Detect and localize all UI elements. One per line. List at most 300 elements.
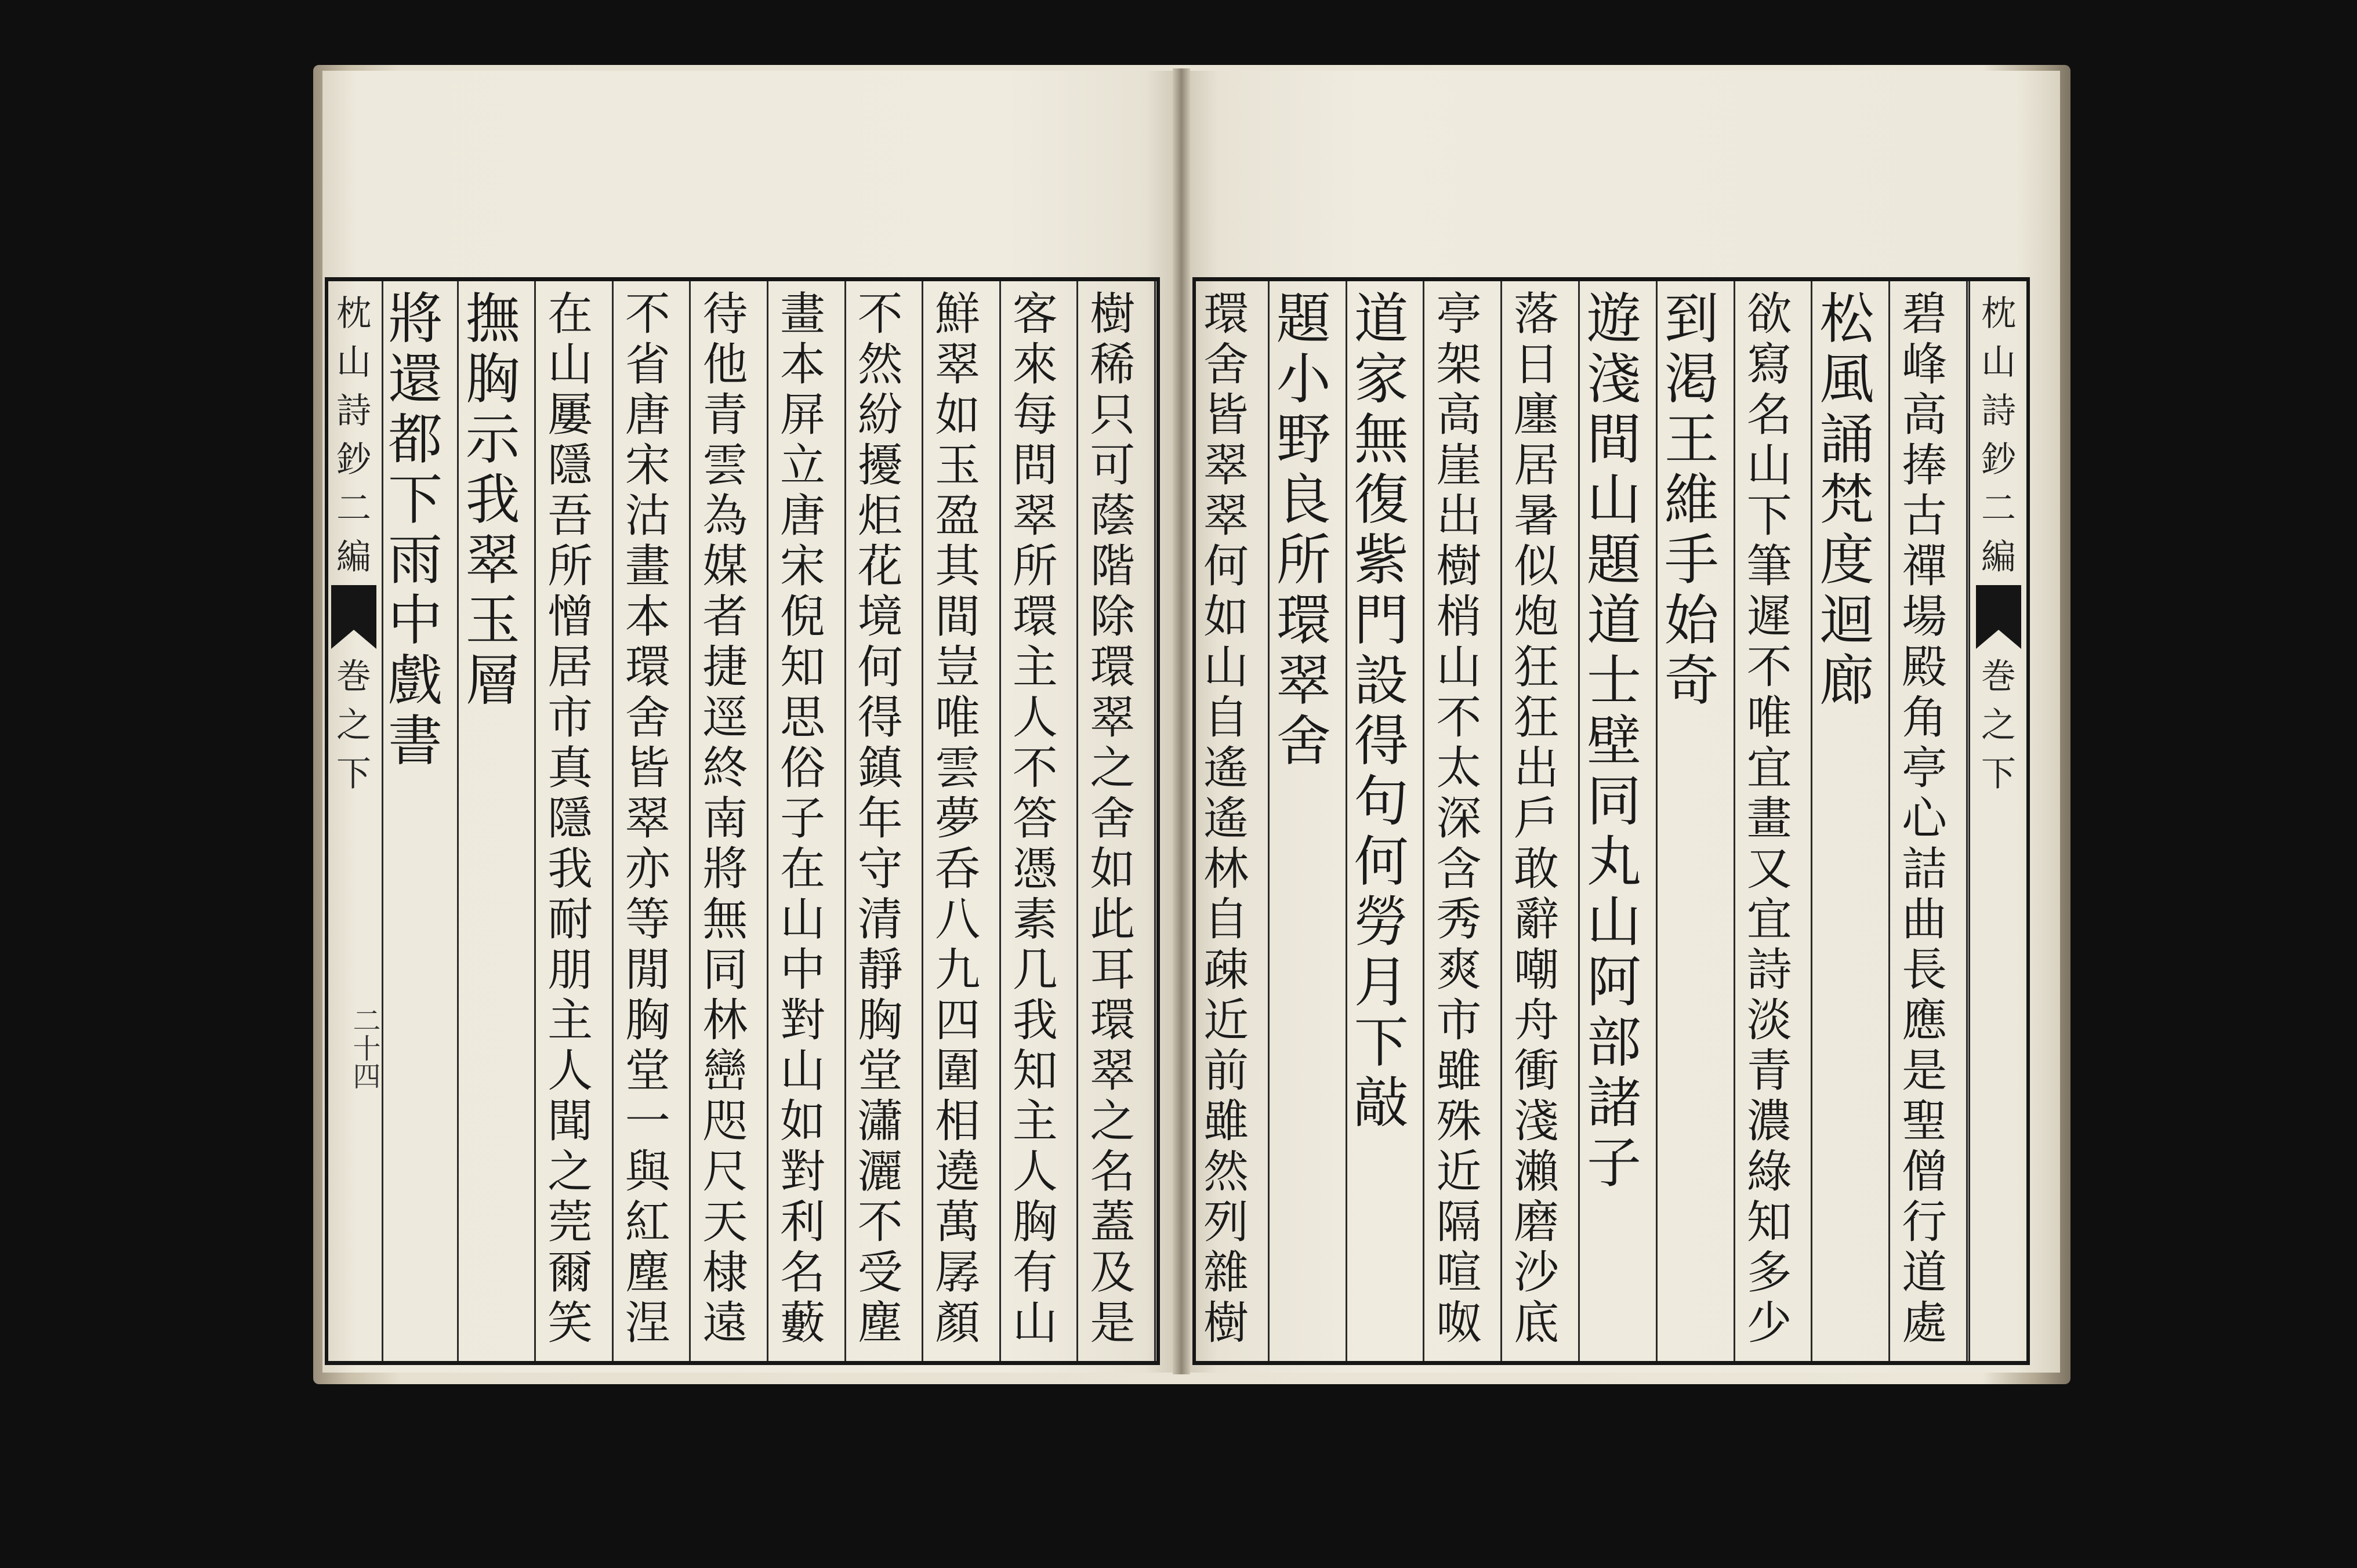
character: 殿 [1902,641,1948,694]
character: 書 [387,710,443,773]
character: 淡 [1746,994,1792,1047]
column-rule [534,281,536,1361]
character: 真 [547,742,593,794]
character: 利 [779,1196,825,1248]
character: 題 [1276,288,1331,351]
character: 他 [702,339,748,391]
column-rule [1500,281,1502,1361]
column-rule [689,281,691,1361]
character: 客 [1012,288,1058,340]
character: 句 [1354,770,1409,833]
character: 道 [1354,288,1409,351]
character: 風 [1819,348,1874,411]
right_page-text-column [1582,289,1647,1194]
character: 豈 [935,641,981,694]
column-rule [1423,281,1424,1361]
character: 花 [857,540,903,593]
column-rule [1346,281,1347,1361]
right-text-frame [1192,277,2030,1365]
character: 顏 [935,1297,981,1349]
column-rule [1656,281,1658,1361]
character: 朋 [547,944,593,996]
character: 舍 [1276,710,1331,773]
column-rule [844,281,846,1361]
column-rule [1268,281,1270,1361]
character: 胸 [465,348,520,411]
character: 阿 [1586,951,1641,1014]
character: 示 [465,408,520,471]
character: 除 [1090,591,1136,643]
character: 山 [1436,641,1482,694]
character: 山 [1203,641,1249,694]
character: 塵 [625,1247,670,1299]
character: 敲 [1354,1072,1409,1135]
character: 設 [1354,649,1409,713]
character: 炮 [1514,591,1560,643]
column-rule [922,281,923,1361]
character: 宋 [625,440,670,492]
character: 始 [1664,589,1719,652]
character: 王 [1664,408,1719,471]
character: 同 [1586,770,1641,833]
character: 市 [547,692,593,744]
character: 對 [779,994,825,1047]
character: 翠 [935,339,981,391]
character: 知 [1746,1196,1792,1248]
character: 山 [1586,891,1641,954]
character: 隔 [1436,1196,1482,1248]
character: 所 [1012,540,1058,593]
character: 唯 [935,692,981,744]
character: 翠 [465,529,520,592]
character: 屢 [547,389,593,441]
character: 雜 [1203,1247,1249,1299]
character: 亭 [1902,742,1948,794]
character: 舍 [625,692,670,744]
character: 八 [935,894,981,946]
character: 還 [387,348,443,411]
character: 巒 [702,1045,748,1097]
character: 何 [1203,540,1249,593]
book-gutter [1173,68,1190,1374]
character: 同 [702,944,748,996]
character: 不 [625,288,670,340]
character: 几 [1012,944,1058,996]
character: 梵 [1819,469,1874,532]
character: 一 [625,1095,670,1148]
character: 堂 [625,1045,670,1097]
character: 應 [1902,994,1948,1047]
character: 門 [1354,589,1409,652]
character: 家 [1354,348,1409,411]
character: 唐 [625,389,670,441]
character: 清 [857,894,903,946]
character: 居 [1514,440,1560,492]
character: 擾 [857,440,903,492]
character: 憑 [1012,843,1058,895]
character: 盈 [935,490,981,542]
character: 瀟 [857,1095,903,1148]
character: 省 [625,339,670,391]
character: 林 [1203,843,1249,895]
character: 間 [1586,408,1641,471]
character: 在 [779,843,825,895]
character: 翠 [1203,490,1249,542]
character: 青 [1746,1045,1792,1097]
character: 可 [1090,440,1136,492]
column-rule [767,281,768,1361]
character: 問 [1012,440,1058,492]
character: 四 [935,994,981,1047]
column-rule [457,281,459,1361]
character: 人 [547,1045,593,1097]
character: 多 [1746,1247,1792,1299]
character: 角 [1902,692,1948,744]
character: 聖 [1902,1095,1948,1148]
character: 前 [1203,1045,1249,1097]
character: 天 [702,1196,748,1248]
character: 呶 [1436,1297,1482,1349]
character: 名 [1090,1146,1136,1198]
character: 間 [935,591,981,643]
character: 玉 [465,589,520,652]
right-page-margin-column [1970,289,2028,798]
character: 嘲 [1514,944,1560,996]
character: 環 [1090,641,1136,694]
character: 之 [1090,742,1136,794]
character: 孱 [935,1247,981,1299]
character: 環 [1090,994,1136,1047]
character: 宜 [1746,742,1792,794]
character: 玉 [935,440,981,492]
character: 吾 [547,490,593,542]
character: 度 [1819,529,1874,592]
character: 翠 [1090,1045,1136,1097]
book-title: 枕 山 詩 鈔 二 編 [336,293,371,578]
character: 自 [1203,894,1249,946]
character: 松 [1819,288,1874,351]
character: 峰 [1902,339,1948,391]
column-rule [1811,281,1812,1361]
character: 守 [857,843,903,895]
left_page-text-column [1003,289,1068,1349]
character: 濃 [1746,1095,1792,1148]
character: 山 [779,1045,825,1097]
character: 萬 [935,1196,981,1248]
character: 呑 [935,843,981,895]
character: 屏 [779,389,825,441]
character: 自 [1203,692,1249,744]
character: 廊 [1819,649,1874,713]
character: 知 [779,641,825,694]
character: 市 [1436,994,1482,1047]
left_page-text-column [615,289,680,1349]
character: 然 [857,339,903,391]
right_page-text-column [1271,289,1336,772]
character: 野 [1276,408,1331,471]
character: 是 [1902,1045,1948,1097]
character: 胸 [625,994,670,1047]
character: 如 [1203,591,1249,643]
character: 落 [1514,288,1560,340]
frame-line [1156,281,1160,1361]
right_page-text-column [1349,289,1414,1134]
character: 似 [1514,540,1560,593]
character: 此 [1090,894,1136,946]
character: 來 [1012,339,1058,391]
character: 倪 [779,591,825,643]
character: 耐 [547,894,593,946]
character: 中 [779,944,825,996]
right_page-text-column [1194,289,1259,1349]
character: 我 [465,469,520,532]
character: 南 [702,793,748,845]
character: 出 [1436,490,1482,542]
character: 敢 [1514,843,1560,895]
character: 耳 [1090,944,1136,996]
character: 鮮 [935,288,981,340]
character: 人 [1012,1146,1058,1198]
character: 蔭 [1090,490,1136,542]
character: 底 [1514,1297,1560,1349]
character: 不 [1012,742,1058,794]
character: 對 [779,1146,825,1198]
character: 遙 [1203,742,1249,794]
character: 詰 [1902,843,1948,895]
character: 筆 [1746,540,1792,593]
character: 九 [935,944,981,996]
character: 手 [1664,529,1719,592]
character: 部 [1586,1011,1641,1075]
character: 無 [1354,408,1409,471]
character: 主 [547,994,593,1047]
character: 長 [1902,944,1948,996]
character: 逕 [702,692,748,744]
character: 翠 [625,793,670,845]
character: 者 [702,591,748,643]
character: 士 [1586,649,1641,713]
right_page-text-column [1814,289,1879,712]
character: 都 [387,408,443,471]
character: 畫 [625,540,670,593]
character: 稀 [1090,339,1136,391]
fishtail-mark [331,585,376,649]
character: 近 [1436,1146,1482,1198]
character: 俗 [779,742,825,794]
character: 近 [1203,994,1249,1047]
character: 雖 [1203,1095,1249,1148]
character: 所 [1276,529,1331,592]
character: 雲 [702,440,748,492]
character: 下 [1354,1011,1409,1075]
right_page-text-column [1504,289,1569,1349]
character: 遠 [702,1297,748,1349]
character: 如 [1090,843,1136,895]
character: 處 [1902,1297,1948,1349]
character: 遲 [1746,591,1792,643]
character: 莞 [547,1196,593,1248]
character: 本 [779,339,825,391]
character: 紫 [1354,529,1409,592]
character: 崖 [1436,440,1482,492]
character: 樹 [1203,1297,1249,1349]
character: 夢 [935,793,981,845]
left-text-frame [325,277,1160,1365]
character: 心 [1902,793,1948,845]
character: 隱 [547,440,593,492]
character: 疎 [1203,944,1249,996]
left-page-margin-column [325,289,383,798]
character: 棣 [702,1247,748,1299]
character: 磨 [1514,1196,1560,1248]
character: 場 [1902,591,1948,643]
fishtail-mark [1976,585,2021,649]
character: 名 [1746,389,1792,441]
character: 題 [1586,529,1641,592]
character: 憎 [547,591,593,643]
character: 涅 [625,1297,670,1349]
character: 戶 [1514,793,1560,845]
character: 及 [1090,1247,1136,1299]
character: 捧 [1902,440,1948,492]
character: 捷 [702,641,748,694]
character: 舍 [1090,793,1136,845]
character: 其 [935,540,981,593]
character: 環 [1012,591,1058,643]
character: 閒 [625,944,670,996]
character: 舟 [1514,994,1560,1047]
character: 之 [547,1146,593,1198]
character: 如 [935,389,981,441]
column-rule [1076,281,1078,1361]
character: 畫 [779,288,825,340]
character: 宜 [1746,894,1792,946]
character: 古 [1902,490,1948,542]
character: 月 [1354,951,1409,1014]
character: 媒 [702,540,748,593]
character: 每 [1012,389,1058,441]
character: 復 [1354,469,1409,532]
character: 胸 [857,994,903,1047]
character: 環 [1276,589,1331,652]
character: 中 [387,589,443,652]
right_page-text-column [1426,289,1491,1349]
character: 狂 [1514,641,1560,694]
character: 翠 [1012,490,1058,542]
character: 遙 [1203,793,1249,845]
character: 良 [1276,469,1331,532]
character: 道 [1902,1247,1948,1299]
left_page-text-column [925,289,990,1349]
character: 山 [1012,1297,1058,1349]
character: 瀨 [1514,1146,1560,1198]
left_page-text-column [692,289,757,1349]
character: 皆 [625,742,670,794]
character: 狂 [1514,692,1560,744]
character: 衝 [1514,1045,1560,1097]
character: 高 [1902,389,1948,441]
character: 子 [1586,1132,1641,1195]
left_page-text-column [848,289,913,1349]
character: 等 [625,894,670,946]
column-rule [1966,281,1968,1361]
character: 主 [1012,1095,1058,1148]
character: 沽 [625,490,670,542]
character: 聞 [547,1095,593,1148]
character: 不 [1436,692,1482,744]
character: 含 [1436,843,1482,895]
character: 雲 [935,742,981,794]
character: 為 [702,490,748,542]
character: 林 [702,994,748,1047]
character: 舍 [1203,339,1249,391]
character: 山 [547,339,593,391]
left_page-text-column [538,289,603,1349]
character: 綠 [1746,1146,1792,1198]
character: 殊 [1436,1095,1482,1148]
character: 待 [702,288,748,340]
character: 子 [779,793,825,845]
character: 階 [1090,540,1136,593]
character: 唐 [779,490,825,542]
character: 胸 [1012,1196,1058,1248]
character: 居 [547,641,593,694]
character: 然 [1203,1146,1249,1198]
character: 何 [1354,830,1409,894]
character: 終 [702,742,748,794]
character: 僧 [1902,1146,1948,1198]
character: 下 [387,469,443,532]
character: 維 [1664,469,1719,532]
character: 青 [702,389,748,441]
character: 炬 [857,490,903,542]
character: 皆 [1203,389,1249,441]
character: 之 [1090,1095,1136,1148]
character: 翠 [1203,440,1249,492]
folio-number: 二十四 [348,1006,380,1090]
character: 境 [857,591,903,643]
character: 畫 [1746,793,1792,845]
character: 環 [1203,288,1249,340]
character: 爾 [547,1247,593,1299]
book-title: 枕 山 詩 鈔 二 編 [1981,293,2016,578]
character: 到 [1664,288,1719,351]
character: 寫 [1746,339,1792,391]
column-rule [1734,281,1735,1361]
character: 廛 [1514,389,1560,441]
character: 雖 [1436,1045,1482,1097]
character: 諸 [1586,1072,1641,1135]
character: 不 [857,1196,903,1248]
character: 在 [547,288,593,340]
left_page-text-column [1080,289,1145,1349]
right_page-text-column [1892,289,1957,1349]
character: 只 [1090,389,1136,441]
character: 唯 [1746,692,1792,744]
character: 山 [1746,440,1792,492]
right_page-text-column [1737,289,1802,1349]
character: 灑 [857,1146,903,1198]
character: 丸 [1586,830,1641,894]
character: 淺 [1586,348,1641,411]
character: 塵 [857,1297,903,1349]
character: 答 [1012,793,1058,845]
character: 堂 [857,1045,903,1097]
character: 樹 [1090,288,1136,340]
character: 與 [625,1146,670,1198]
column-rule [999,281,1001,1361]
character: 蓋 [1090,1196,1136,1248]
